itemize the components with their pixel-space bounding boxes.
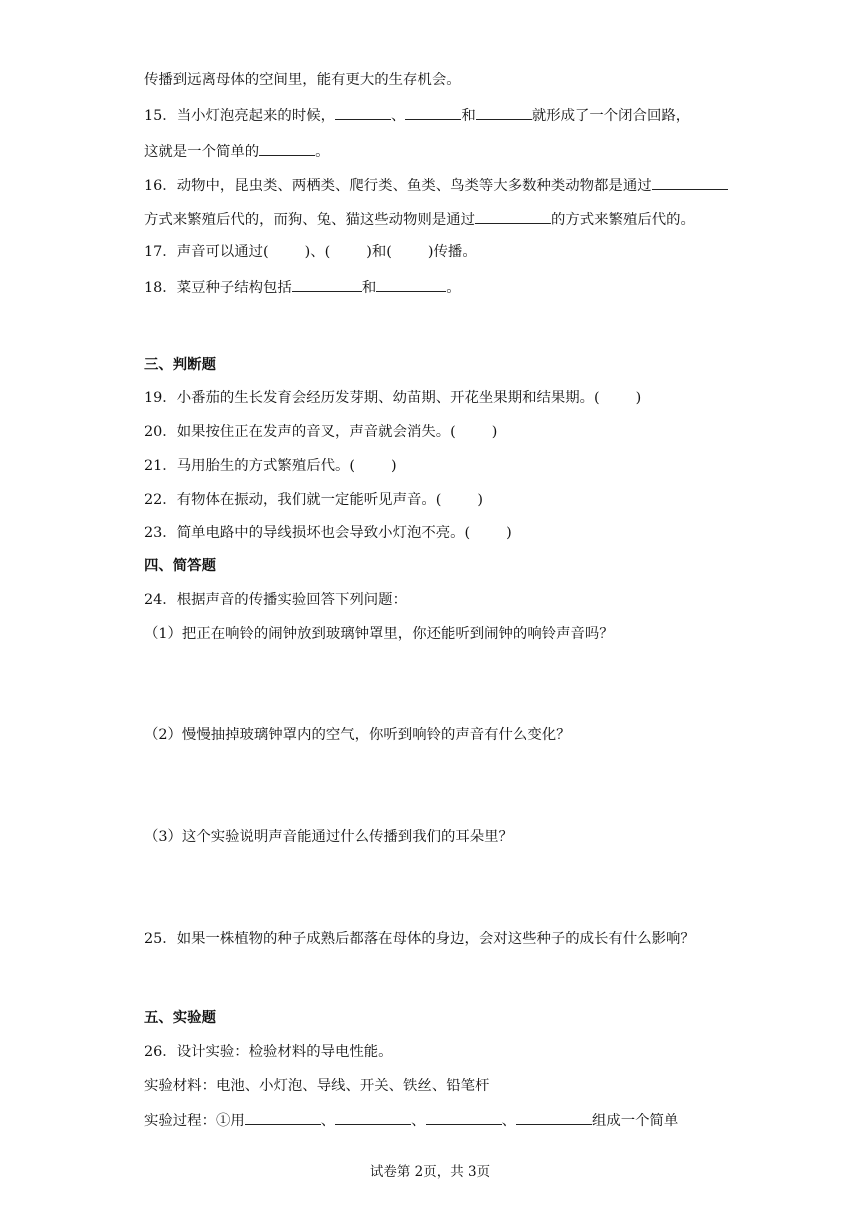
line-text: 传播到远离母体的空间里，能有更大的生存机会。 [144,72,461,88]
question-15-cont [144,140,330,162]
section-title: 四、简答题 [144,557,216,574]
section-title: 五、实验题 [144,1009,216,1026]
close-paren: ) [477,492,483,508]
close-paren: ) [491,424,498,440]
question-24-2 [144,725,571,745]
question-23 [144,523,512,543]
q23-text: 23．简单电路中的导线损坏也会导致小灯泡不亮。( [144,525,471,541]
section-heading-experiment [144,1008,216,1028]
q17-text-b: )、( [304,244,331,260]
question-26 [144,1042,393,1062]
section-heading-short-answer [144,556,216,576]
question-24-3 [144,827,513,847]
q18-text-a: 18．菜豆种子结构包括 [144,280,292,296]
q15-sep: 、 [391,108,406,124]
q26-materials-text: 实验材料：电池、小灯泡、导线、开关、铁丝、铅笔杆 [144,1078,490,1094]
q15-text-d: 就形成了一个闭合回路， [531,108,691,124]
q25-text: 25．如果一株植物的种子成熟后都落在母体的身边，会对这些种子的成长有什么影响？ [144,931,695,947]
q15-text-e: 这就是一个简单的 [144,144,260,160]
question-17 [144,242,477,262]
fill-blank[interactable] [476,104,532,120]
q15-text-f: 。 [315,144,330,160]
q17-text-c: )和( [366,244,392,260]
q26-text: 26．设计实验：检验材料的导电性能。 [144,1044,393,1060]
q16-text-a: 16．动物中，昆虫类、两栖类、爬行类、鱼类、鸟类等大多数种类动物都是通过 [144,178,652,194]
fill-blank[interactable] [376,276,446,292]
page-footer: 试卷第 2页，共 3页 [369,1164,491,1180]
q24-1-text: （1）把正在响铃的闹钟放到玻璃钟罩里，你还能听到闹钟的响铃声音吗？ [144,626,614,642]
fill-blank[interactable] [335,1109,411,1125]
q18-and: 和 [361,280,377,296]
fill-blank[interactable] [475,208,551,224]
q18-end: 。 [446,280,461,296]
q22-text: 22．有物体在振动，我们就一定能听见声音。( [144,492,442,508]
close-paren: ) [635,390,642,406]
q17-text-a: 17．声音可以通过( [144,244,269,260]
question-15 [144,104,690,126]
q24-2-text: （2）慢慢抽掉玻璃钟罩内的空气，你听到响铃的声音有什么变化？ [144,727,571,743]
question-25 [144,929,695,949]
section-heading-judge [144,355,216,375]
text-line-1 [144,70,461,90]
fill-blank[interactable] [292,276,362,292]
fill-blank[interactable] [405,104,461,120]
question-26-process [144,1109,678,1131]
question-16 [144,174,728,196]
q19-text: 19．小番茄的生长发育会经历发芽期、幼苗期、开花坐果期和结果期。( [144,390,600,406]
q21-text: 21．马用胎生的方式繁殖后代。( [144,458,356,474]
fill-blank[interactable] [335,104,391,120]
q15-text-a: 15．当小灯泡亮起来的时候， [144,108,335,124]
section-title: 三、判断题 [144,356,216,373]
question-20 [144,422,497,442]
q26-sep: 、 [501,1113,516,1129]
q17-text-d: )传播。 [427,244,477,260]
fill-blank[interactable] [516,1109,592,1125]
question-19 [144,388,641,408]
question-18 [144,276,461,298]
q16-text-b: 方式来繁殖后代的，而狗、兔、猫这些动物则是通过 [144,212,475,228]
close-paren: ) [391,458,397,474]
fill-blank[interactable] [652,174,728,190]
question-24 [144,590,407,610]
q20-text: 20．如果按住正在发声的音叉，声音就会消失。( [144,424,456,440]
fill-blank[interactable] [259,140,315,156]
q24-text: 24．根据声音的传播实验回答下列问题： [144,592,407,608]
question-22 [144,490,483,510]
q26-sep: 、 [411,1113,426,1129]
q26-sep: 、 [320,1113,336,1129]
question-21 [144,456,397,476]
q26-process-end: 组成一个简单 [591,1113,679,1129]
question-16-cont [144,208,695,230]
close-paren: ) [506,525,512,541]
q16-text-c: 的方式来繁殖后代的。 [551,212,695,228]
fill-blank[interactable] [426,1109,502,1125]
question-26-materials [144,1076,489,1096]
q15-and: 和 [461,108,476,124]
q24-3-text: （3）这个实验说明声音能通过什么传播到我们的耳朵里？ [144,829,513,845]
fill-blank[interactable] [245,1109,321,1125]
question-24-1 [144,624,614,644]
q26-process-text: 实验过程：①用 [144,1113,245,1129]
